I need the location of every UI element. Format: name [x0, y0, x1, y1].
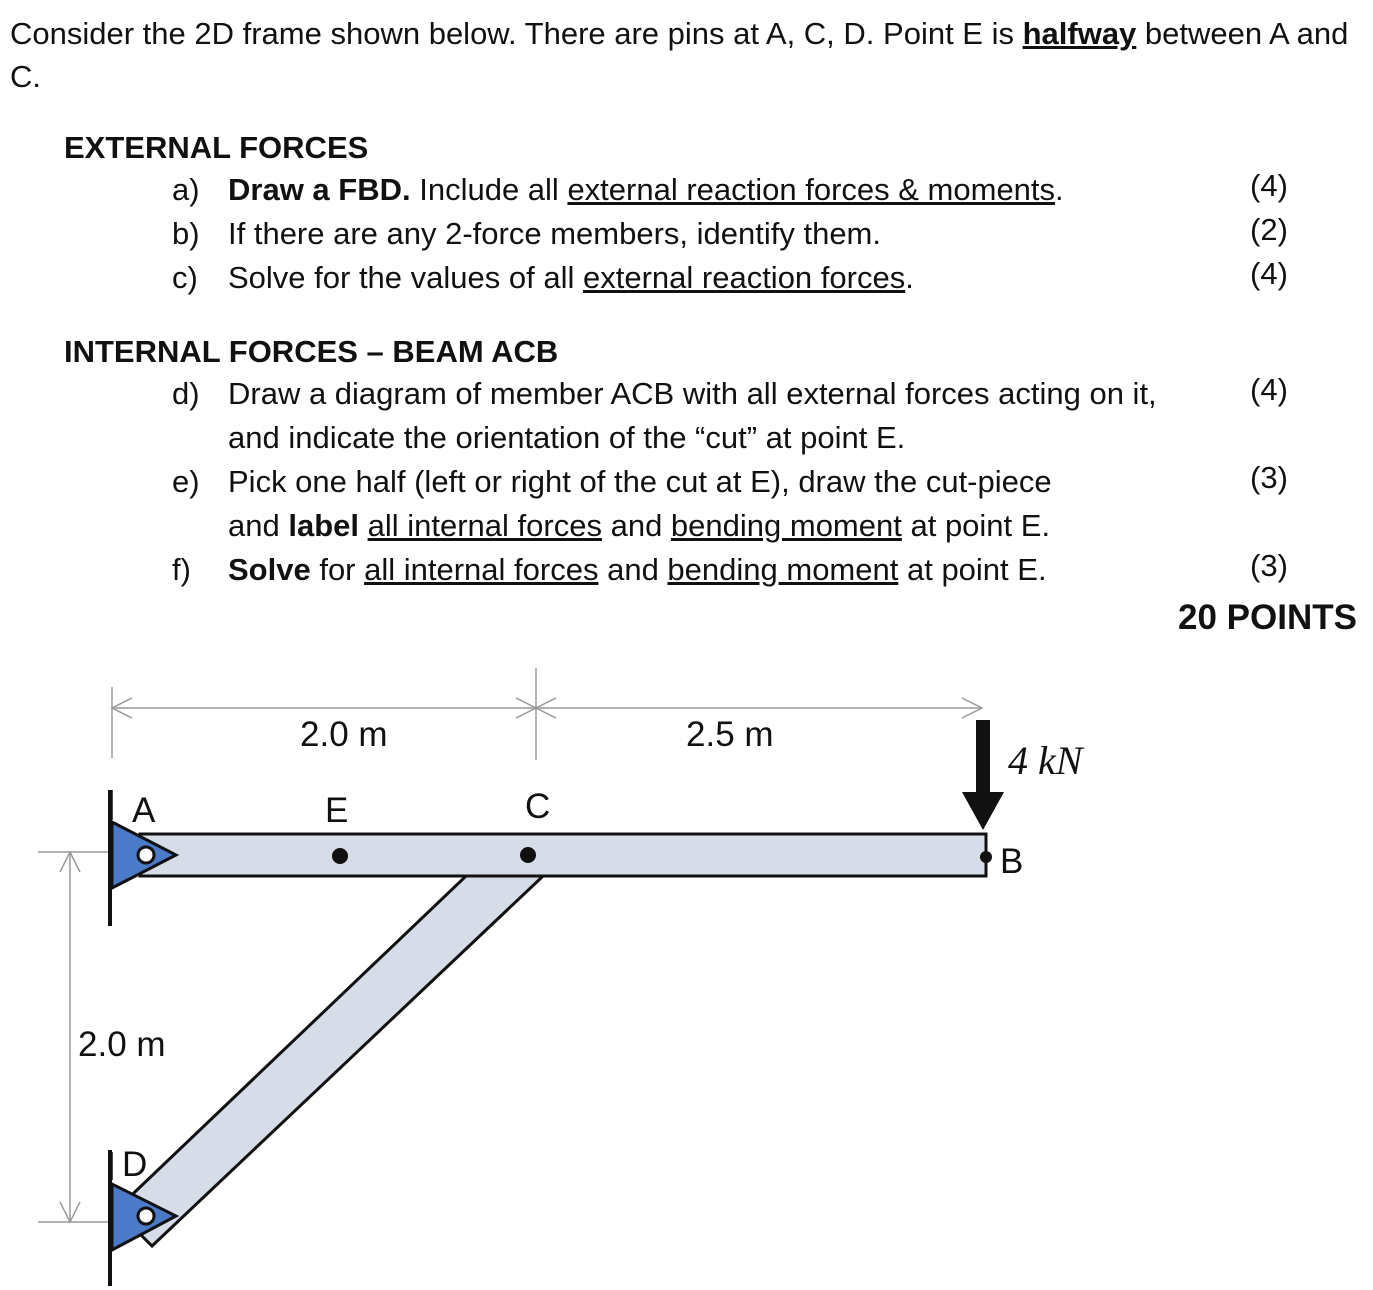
question-a-bold: Draw a FBD. [228, 172, 411, 207]
horizontal-dimension [112, 668, 982, 760]
question-a-points: (4) [1250, 168, 1288, 203]
member-dc [116, 836, 560, 1246]
question-e-bold: label [288, 508, 359, 543]
question-a-label: a) [172, 172, 200, 207]
label-a: A [132, 791, 156, 830]
question-b-points: (2) [1250, 212, 1288, 247]
question-f-pre: for [310, 552, 365, 587]
label-d: D [122, 1145, 148, 1184]
load-label: 4 kN [1008, 738, 1083, 783]
question-f-underlined-2: bending moment [667, 552, 899, 587]
question-c-label: c) [172, 260, 198, 295]
question-a-pre: Include all [410, 172, 568, 207]
pin-c [520, 847, 536, 863]
question-d-points: (4) [1250, 372, 1288, 407]
question-f-and: and [598, 552, 668, 587]
intro-text-1: Consider the 2D frame shown below. There are pins at A, C, D. Point E is [10, 16, 1023, 51]
question-a-post: . [1055, 172, 1064, 207]
question-f-bold: Solve [228, 552, 311, 587]
question-c-post: . [905, 260, 914, 295]
question-e-line1: Pick one half (left or right of the cut at E), draw the cut-piece [228, 464, 1052, 499]
question-c-points: (4) [1250, 256, 1288, 291]
question-f-points: (3) [1250, 548, 1288, 583]
question-d-label: d) [172, 376, 200, 411]
total-points: 20 POINTS [1178, 598, 1357, 637]
question-e-label: e) [172, 464, 200, 499]
question-e-and: and [601, 508, 671, 543]
beam-acb [140, 834, 986, 876]
question-e-points: (3) [1250, 460, 1288, 495]
load-arrow [962, 720, 1004, 830]
dimension-ad-label: 2.0 m [78, 1025, 166, 1064]
dimension-ac-label: 2.0 m [300, 715, 388, 754]
question-f-post: at point E. [898, 552, 1047, 587]
label-b: B [1000, 842, 1024, 881]
intro-emphasis: halfway [1022, 16, 1137, 51]
intro-text-2: between A and C. [10, 16, 1349, 94]
question-e-pre: and [228, 508, 289, 543]
dimension-cb-label: 2.5 m [686, 715, 774, 754]
question-b-text: If there are any 2-force members, identify them. [228, 216, 881, 251]
question-b-label: b) [172, 216, 200, 251]
question-f-label: f) [172, 552, 191, 587]
point-b [980, 851, 992, 863]
label-c: C [525, 787, 551, 826]
question-a-underlined: external reaction forces & moments [567, 172, 1056, 207]
question-d-line1: Draw a diagram of member ACB with all external forces acting on it, [228, 376, 1157, 411]
question-c-underlined: external reaction forces [582, 260, 906, 295]
internal-forces-heading: INTERNAL FORCES – BEAM ACB [64, 334, 559, 369]
question-e-post: at point E. [901, 508, 1051, 543]
question-d-line2: and indicate the orientation of the “cut” at point E. [228, 420, 906, 455]
point-e [332, 848, 348, 864]
question-e-underlined-2: bending moment [670, 508, 902, 543]
question-e-underlined-1: all internal forces [367, 508, 602, 543]
external-forces-heading: EXTERNAL FORCES [64, 130, 369, 165]
question-f-underlined-1: all internal forces [364, 552, 599, 587]
label-e: E [325, 791, 349, 830]
question-c-pre: Solve for the values of all [228, 260, 583, 295]
